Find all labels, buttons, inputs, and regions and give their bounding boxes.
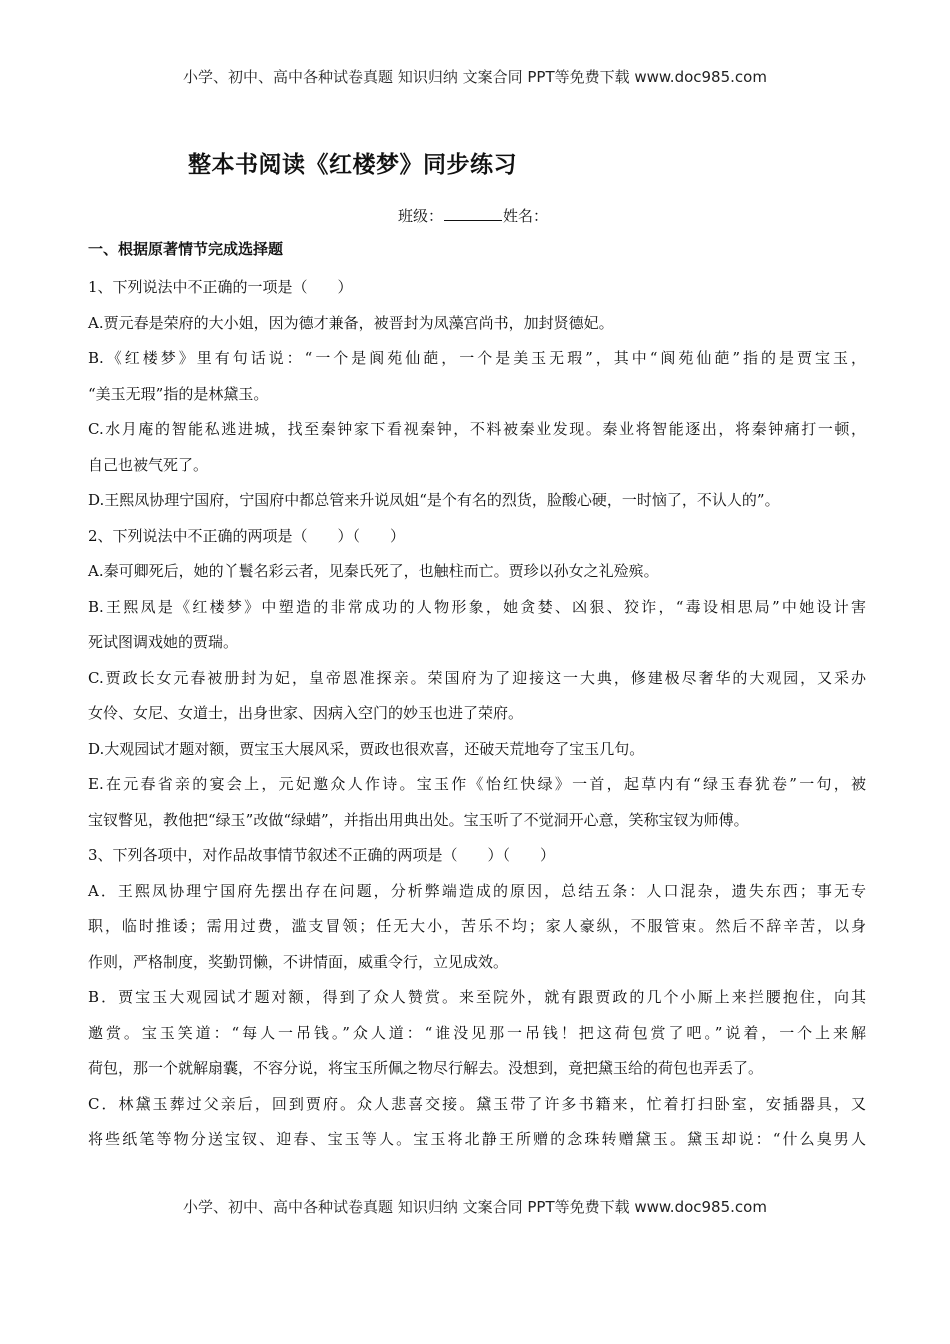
question-1-option-c: C.水月庵的智能私逃进城，找至秦钟家下看视秦钟，不料被秦业发现。秦业将智能逐出，将秦钟痛打一顿， <box>88 420 866 438</box>
question-1-option-d: D.王熙凤协理宁国府，宁国府中都总管来升说凤姐“是个有名的烈货，脸酸心硬，一时恼了，不认人的”。 <box>88 491 780 509</box>
page-footer: 小学、初中、高中各种试卷真题 知识归纳 文案合同 PPT等免费下载 www.doc985.com <box>183 1198 767 1216</box>
document-title: 整本书阅读《红楼梦》同步练习 <box>188 152 517 178</box>
question-3-option-c: C．林黛玉葬过父亲后，回到贾府。众人悲喜交接。黛玉带了许多书籍来，忙着打扫卧室，安插器具，又 <box>88 1094 866 1113</box>
question-1-option-b-cont: “美玉无瑕”指的是林黛玉。 <box>88 384 269 403</box>
name-label: 姓名： <box>503 207 549 225</box>
section-heading: 一、根据原著情节完成选择题 <box>88 240 284 258</box>
question-1-option-c-cont: 自己也被气死了。 <box>88 455 209 474</box>
class-name-line <box>398 205 548 226</box>
document-body <box>88 236 866 1158</box>
question-2-option-b-cont: 死试图调戏她的贾瑞。 <box>88 633 239 651</box>
question-2-option-d: D.大观园试才题对额，贾宝玉大展风采，贾政也很欢喜，还破天荒地夸了宝玉几句。 <box>88 739 645 758</box>
question-2-option-c-cont: 女伶、女尼、女道士，出身世家、因病入空门的妙玉也进了荣府。 <box>88 704 524 722</box>
question-3-option-a-cont: 作则，严格制度，奖勤罚懒，不讲情面，威重令行，立见成效。 <box>88 952 509 971</box>
question-1-option-a: A.贾元春是荣府的大小姐，因为德才兼备，被晋封为凤藻宫尚书，加封贤德妃。 <box>88 313 614 332</box>
class-label: 班级： <box>398 207 444 225</box>
class-blank <box>444 206 502 221</box>
question-2-option-e: E.在元春省亲的宴会上，元妃邀众人作诗。宝玉作《怡红快绿》一首，起草内有“绿玉春犹卷”一句，被 <box>88 775 866 793</box>
question-3-option-c-cont: 将些纸笔等物分送宝钗、迎春、宝玉等人。宝玉将北静王所赠的念珠转赠黛玉。黛玉却说：“什么臭男人 <box>88 1130 866 1148</box>
question-3-option-b-cont: 荷包，那一个就解扇囊，不容分说，将宝玉所佩之物尽行解去。没想到，竟把黛玉给的荷包也弄丢了。 <box>88 1059 764 1077</box>
question-3-option-b-cont: 邀赏。宝玉笑道：“每人一吊钱。”众人道：“谁没见那一吊钱！把这荷包赏了吧。”说着，一个上来解 <box>88 1023 866 1042</box>
question-3-option-a-cont: 职，临时推诿；需用过费，滥支冒领；任无大小，苦乐不均；家人豪纵，不服管束。然后不辞辛苦，以身 <box>88 917 866 935</box>
question-2-stem: 2、下列说法中不正确的两项是（ ）（ ） <box>88 526 406 545</box>
question-1-option-b: B.《红楼梦》里有句话说：“一个是阆苑仙葩，一个是美玉无瑕”，其中“阆苑仙葩”指的是贾宝玉， <box>88 349 866 367</box>
question-2-option-a: A.秦可卿死后，她的丫鬟名彩云者，见秦氏死了，也触柱而亡。贾珍以孙女之礼殓殡。 <box>88 562 659 580</box>
question-2-option-c: C.贾政长女元春被册封为妃，皇帝恩准探亲。荣国府为了迎接这一大典，修建极尽奢华的大观园，又采办 <box>88 668 866 687</box>
question-2-option-e-cont: 宝钗瞥见，教他把“绿玉”改做“绿蜡”，并指出用典出处。宝玉听了不觉洞开心意，笑称宝钗为师傅。 <box>88 810 749 829</box>
question-3-option-a: A．王熙凤协理宁国府先摆出存在问题，分析弊端造成的原因，总结五条：人口混杂，遗失东西；事无专 <box>88 881 866 900</box>
page-header: 小学、初中、高中各种试卷真题 知识归纳 文案合同 PPT等免费下载 www.doc985.com <box>183 68 767 86</box>
question-3-stem: 3、下列各项中，对作品故事情节叙述不正确的两项是（ ）（ ） <box>88 846 556 864</box>
question-3-option-b: B．贾宝玉大观园试才题对额，得到了众人赞赏。来至院外，就有跟贾政的几个小厮上来拦腰抱住，向其 <box>88 988 866 1006</box>
question-1-stem: 1、下列说法中不正确的一项是（ ） <box>88 278 353 296</box>
question-2-option-b: B.王熙凤是《红楼梦》中塑造的非常成功的人物形象，她贪婪、凶狠、狡诈，“毒设相思局”中她设计害 <box>88 597 866 616</box>
